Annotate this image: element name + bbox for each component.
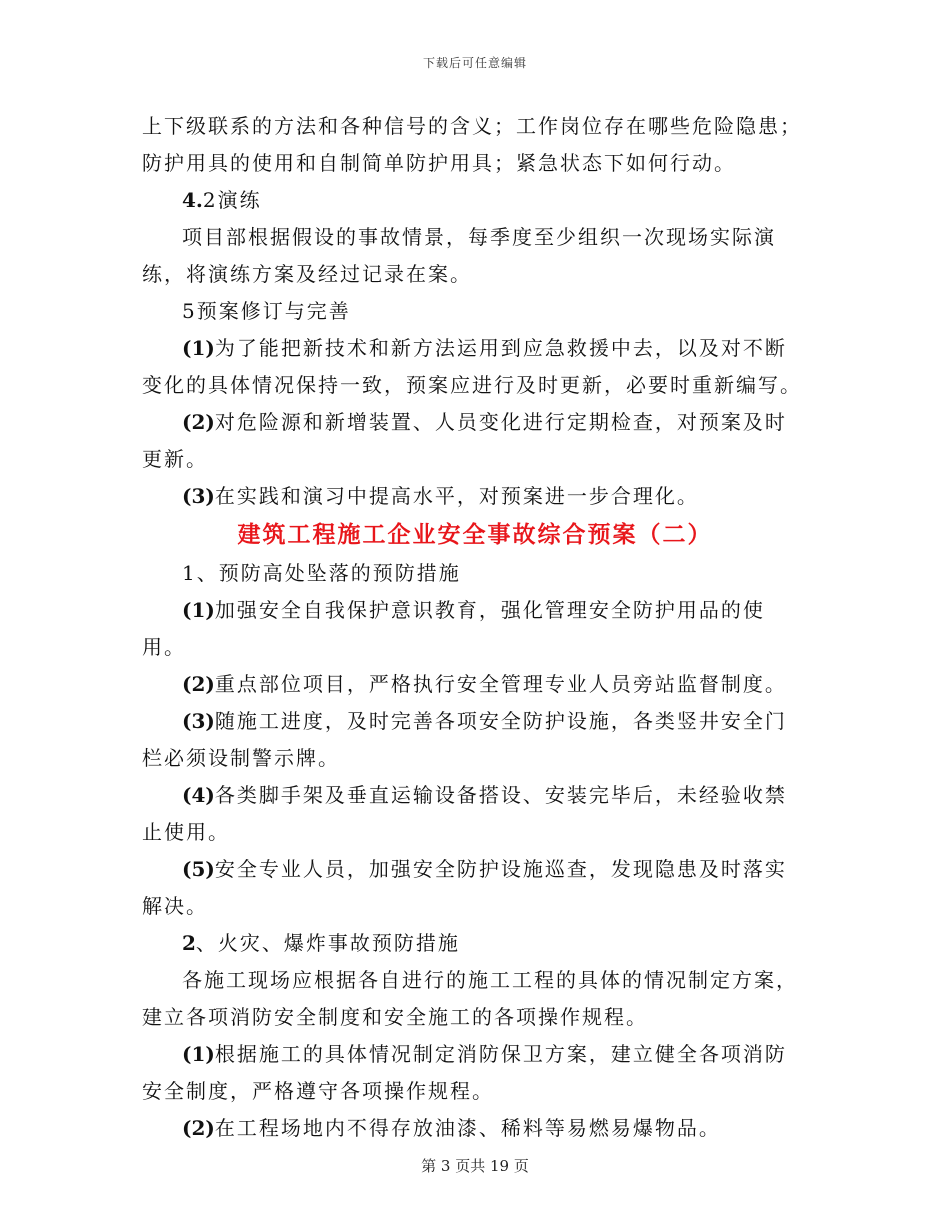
item-number: (5) <box>182 857 215 881</box>
paragraph: 上下级联系的方法和各种信号的含义；工作岗位存在哪些危险隐患；防护用具的使用和自制简单防护用具；紧急状态下如何行动。 <box>142 114 802 175</box>
item-text: 在实践和演习中提高水平，对预案进一步合理化。 <box>214 484 699 508</box>
paragraph: 项目部根据假设的事故情景，每季度至少组织一次现场实际演练，将演练方案及经过记录在案。 <box>142 225 776 286</box>
list-item <box>142 478 808 515</box>
item-number: (3) <box>182 709 215 733</box>
item-text: 为了能把新技术和新方法运用到应急救援中去，以及对不断变化的具体情况保持一致，预案应进行及时更新，必要时重新编写。 <box>142 336 802 397</box>
list-item <box>142 404 808 478</box>
item-text: 各类脚手架及垂直运输设备搭设、安装完毕后，未经验收禁止使用。 <box>142 783 787 844</box>
section-heading-1: 1、预防高处坠落的预防措施 <box>182 561 461 585</box>
item-number: (2) <box>182 410 215 434</box>
section-heading-text: 、火灾、爆炸事故预防措施 <box>195 931 460 955</box>
item-number: (1) <box>182 1042 215 1066</box>
list-item <box>142 666 808 703</box>
item-number: (2) <box>182 672 215 696</box>
section-number: 4. <box>182 188 203 212</box>
list-item <box>142 592 808 666</box>
section-heading-text: 2演练 <box>202 188 262 212</box>
item-number: (1) <box>182 598 215 622</box>
section-number: 2 <box>182 931 196 955</box>
document-body <box>142 108 808 1147</box>
document-title: 建筑工程施工企业安全事故综合预案（二） <box>237 521 713 548</box>
header-note: 下载后可任意编辑 <box>422 56 527 70</box>
list-item <box>142 703 808 777</box>
list-item <box>142 330 808 404</box>
item-text: 重点部位项目，严格执行安全管理专业人员旁站监督制度。 <box>214 672 787 696</box>
list-item <box>142 1036 808 1110</box>
paragraph: 各施工现场应根据各自进行的施工工程的具体的情况制定方案，建立各项消防安全制度和安全施工的各项操作规程。 <box>142 968 798 1029</box>
item-text: 根据施工的具体情况制定消防保卫方案，建立健全各项消防安全制度，严格遵守各项操作规程。 <box>142 1042 787 1103</box>
section-heading-2 <box>142 925 808 962</box>
item-number: (4) <box>182 783 215 807</box>
item-text: 在工程场地内不得存放油漆、稀料等易燃易爆物品。 <box>214 1116 721 1140</box>
section-heading-5: 5预案修订与完善 <box>182 299 351 323</box>
item-number: (2) <box>182 1116 215 1140</box>
item-text: 加强安全自我保护意识教育，强化管理安全防护用品的使用。 <box>142 598 765 659</box>
list-item <box>142 851 808 925</box>
item-number: (1) <box>182 336 215 360</box>
item-text: 对危险源和新增装置、人员变化进行定期检查，对预案及时更新。 <box>142 410 787 471</box>
page-number: 第 3 页共 19 页 <box>421 1157 529 1175</box>
item-number: (3) <box>182 484 215 508</box>
list-item <box>142 1110 808 1147</box>
section-heading-4-2 <box>142 182 808 219</box>
item-text: 安全专业人员，加强安全防护设施巡查，发现隐患及时落实解决。 <box>142 857 787 918</box>
item-text: 随施工进度，及时完善各项安全防护设施，各类竖井安全门栏必须设制警示牌。 <box>142 709 787 770</box>
list-item <box>142 777 808 851</box>
